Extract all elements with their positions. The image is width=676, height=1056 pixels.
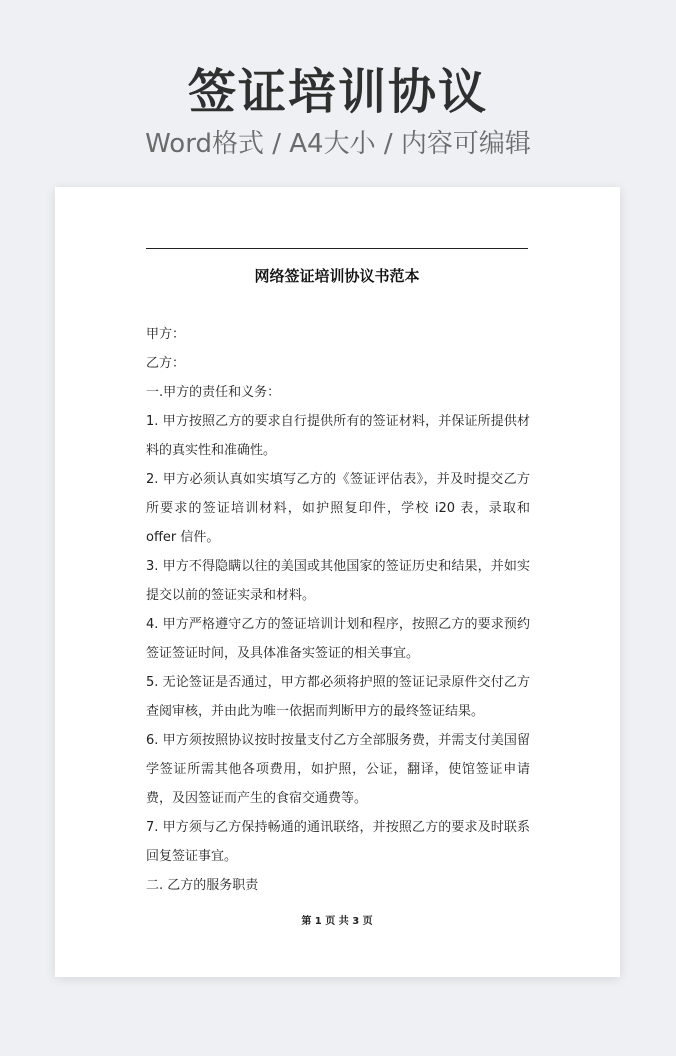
hero-header <box>0 60 676 164</box>
page-number: 第 1 页 共 3 页 <box>301 916 373 927</box>
document-page <box>55 187 620 977</box>
section-heading: 一.甲方的责任和义务： <box>146 385 281 400</box>
document-title: 网络签证培训协议书范本 <box>254 267 420 285</box>
page-subtitle: Word格式 / A4大小 / 内容可编辑 <box>145 129 531 159</box>
header-rule <box>146 248 528 249</box>
clause-5: 5. 无论签证是否通过，甲方都必须将护照的签证记录原件交付乙方查阅审核，并由此为唯一依据而判断甲方的最终签证结果。 <box>146 675 530 719</box>
party-b-line: 乙方： <box>146 356 186 371</box>
document-body <box>146 320 530 900</box>
section-heading: 二. 乙方的服务职责 <box>146 878 259 893</box>
clause-3: 3. 甲方不得隐瞒以往的美国或其他国家的签证历史和结果，并如实提交以前的签证实录和材料。 <box>146 559 530 603</box>
party-a-line: 甲方： <box>146 327 186 342</box>
clause-2: 2. 甲方必须认真如实填写乙方的《签证评估表》，并及时提交乙方所要求的签证培训材料，如护照复印件，学校 i20 表，录取和 offer 信件。 <box>146 472 530 545</box>
clause-7: 7. 甲方须与乙方保持畅通的通讯联络，并按照乙方的要求及时联系回复签证事宜。 <box>146 820 530 864</box>
page-title: 签证培训协议 <box>187 64 488 120</box>
clause-4: 4. 甲方严格遵守乙方的签证培训计划和程序，按照乙方的要求预约签证签证时间，及具体准备实签证的相关事宜。 <box>146 617 530 661</box>
clause-6: 6. 甲方须按照协议按时按量支付乙方全部服务费，并需支付美国留学签证所需其他各项费用，如护照，公证，翻译，使馆签证申请费，及因签证而产生的食宿交通费等。 <box>146 733 530 806</box>
clause-1: 1. 甲方按照乙方的要求自行提供所有的签证材料，并保证所提供材料的真实性和准确性。 <box>146 414 530 458</box>
